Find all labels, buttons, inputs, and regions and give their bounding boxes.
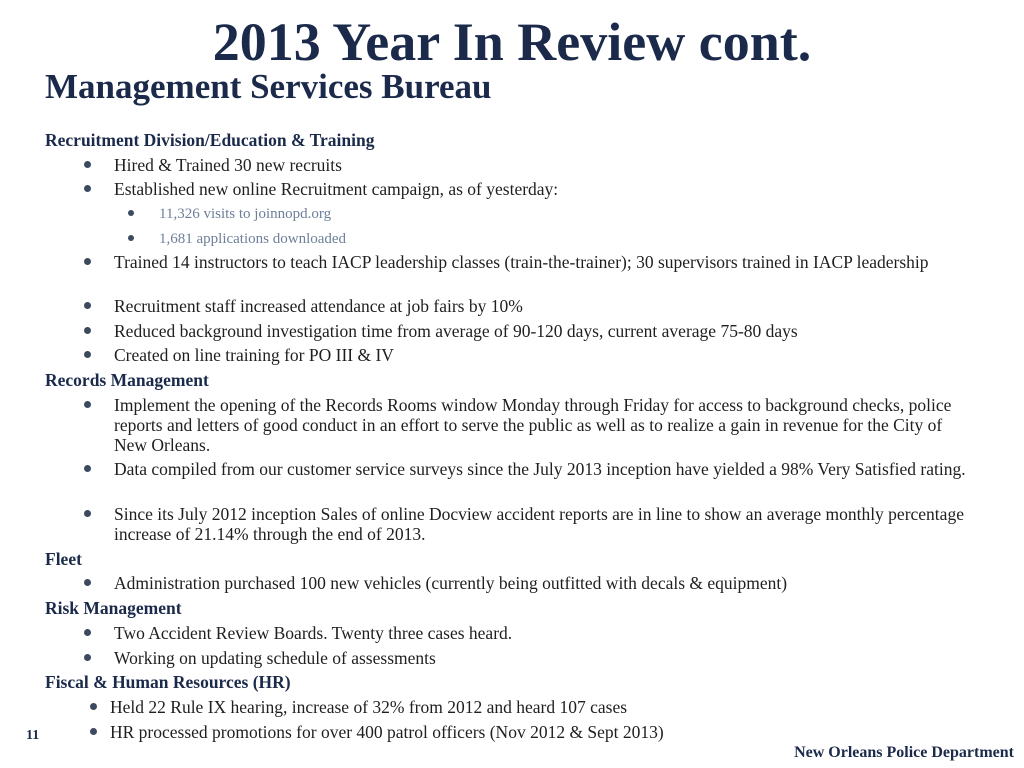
footer-organization: New Orleans Police Department — [794, 744, 1014, 761]
bullet-item: Hired & Trained 30 new recruits — [114, 155, 974, 175]
bullet-item: Recruitment staff increased attendance at job fairs by 10% — [114, 296, 974, 316]
bullet-item: Data compiled from our customer service surveys since the July 2013 inception have yielded a 98% Very Satisfied rating. — [114, 459, 974, 479]
slide-subtitle: Management Services Bureau — [45, 67, 492, 106]
bullet-item: HR processed promotions for over 400 patrol officers (Nov 2012 & Sept 2013) — [110, 722, 970, 742]
bullet-item: Implement the opening of the Records Rooms window Monday through Friday for access to background checks, police reports and letters of good conduct in an effort to serve the public as well as to realize a gain in revenue for the City of New Orleans. — [114, 395, 974, 455]
sub-bullet-item: 11,326 visits to joinnopd.org — [159, 206, 332, 222]
section-heading-fiscal: Fiscal & Human Resources (HR) — [45, 672, 291, 692]
section-heading-risk: Risk Management — [45, 598, 182, 618]
bullet-item: Reduced background investigation time from average of 90-120 days, current average 75-80 days — [114, 321, 974, 341]
sub-bullet-item: 1,681 applications downloaded — [159, 231, 347, 247]
section-heading-records: Records Management — [45, 370, 209, 390]
bullet-item: Created on line training for PO III & IV — [114, 345, 974, 365]
bullet-item: Administration purchased 100 new vehicles (currently being outfitted with decals & equipment) — [114, 573, 974, 593]
bullet-item: Established new online Recruitment campaign, as of yesterday: — [114, 179, 974, 199]
slide-title: 2013 Year In Review cont. — [212, 12, 812, 72]
bullet-item: Working on updating schedule of assessments — [114, 648, 974, 668]
bullet-item: Two Accident Review Boards. Twenty three cases heard. — [114, 623, 974, 643]
page-number: 11 — [26, 728, 40, 743]
bullet-item: Since its July 2012 inception Sales of online Docview accident reports are in line to show an average monthly percentage increase of 21.14% through the end of 2013. — [114, 504, 974, 544]
bullet-item: Held 22 Rule IX hearing, increase of 32% from 2012 and heard 107 cases — [110, 697, 970, 717]
section-heading-recruitment: Recruitment Division/Education & Training — [45, 130, 375, 150]
section-heading-fleet: Fleet — [45, 549, 82, 569]
bullet-item: Trained 14 instructors to teach IACP leadership classes (train-the-trainer); 30 supervisors trained in IACP leadership — [114, 252, 974, 272]
